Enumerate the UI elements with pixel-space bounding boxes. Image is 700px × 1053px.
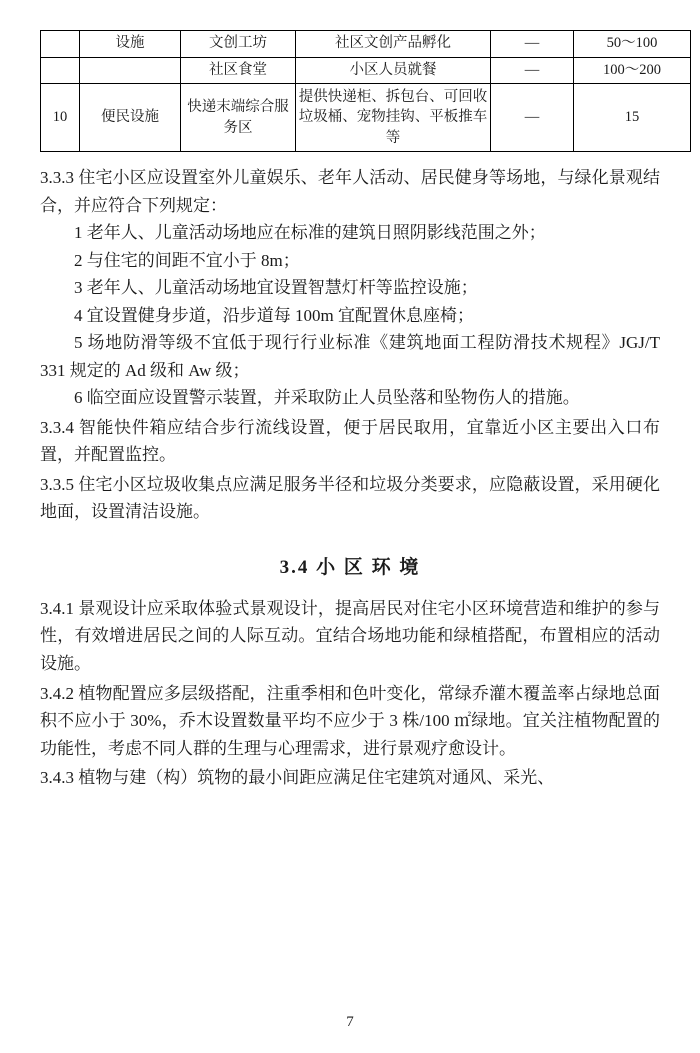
cell-unit: —	[491, 57, 574, 84]
cell-function: 小区人员就餐	[296, 57, 491, 84]
clause-3-4-1: 3.4.1 景观设计应采取体验式景观设计，提高居民对住宅小区环境营造和维护的参与性，有效增进居民之间的人际互动。宜结合场地功能和绿植搭配，布置相应的活动设施。	[40, 598, 660, 673]
clause-3-3-3-item-5: 5 场地防滑等级不宜低于现行行业标准《建筑地面工程防滑技术规程》JGJ/T 331 规定的 Ad 级和 Aw 级；	[40, 333, 660, 380]
table-row	[41, 31, 691, 58]
cell-unit: —	[491, 31, 574, 58]
cell-name: 文创工坊	[181, 31, 296, 58]
table-row	[41, 84, 691, 152]
cell-value: 15	[574, 84, 691, 152]
cell-function: 社区文创产品孵化	[296, 31, 491, 58]
clause-3-3-3-item-3: 3 老年人、儿童活动场地宜设置智慧灯杆等监控设施；	[74, 278, 478, 298]
cell-name: 社区食堂	[181, 57, 296, 84]
table-row	[41, 57, 691, 84]
cell-unit: —	[491, 84, 574, 152]
page-number: 7	[346, 1014, 354, 1030]
clause-3-3-3-item-6: 6 临空面应设置警示装置，并采取防止人员坠落和坠物伤人的措施。	[74, 388, 580, 408]
clause-3-3-3-item-2: 2 与住宅的间距不宜小于 8m；	[74, 250, 300, 270]
cell-category: 设施	[80, 31, 181, 58]
cell-category: 便民设施	[80, 84, 181, 152]
clause-3-4-3: 3.4.3 植物与建（构）筑物的最小间距应满足住宅建筑对通风、采光、	[40, 768, 555, 788]
cell-value: 100～200	[574, 57, 691, 84]
clause-3-3-3: 3.3.3 住宅小区应设置室外儿童娱乐、老年人活动、居民健身等场地，与绿化景观结合，并应符合下列规定：	[40, 168, 660, 215]
clause-3-3-3-item-1: 1 老年人、儿童活动场地应在标准的建筑日照阴影线范围之外；	[74, 223, 546, 243]
clause-3-3-4: 3.3.4 智能快件箱应结合步行流线设置，便于居民取用，宜靠近小区主要出入口布置，并配置监控。	[40, 417, 660, 465]
cell-value: 50～100	[574, 31, 691, 58]
cell-name: 快递末端综合服务区	[181, 84, 296, 152]
cell-no: 10	[41, 84, 80, 152]
cell-category	[80, 57, 181, 84]
cell-no	[41, 31, 80, 58]
clause-3-4-2: 3.4.2 植物配置应多层级搭配，注重季相和色叶变化，常绿乔灌木覆盖率占绿地总面积不应小于 30%，乔木设置数量平均不应少于 3 株/100 ㎡绿地。宜关注植物配置的功能性，考虑不同人群的生理与心理需求，进行景观疗愈设计。	[40, 683, 660, 758]
clause-3-3-3-item-4: 4 宜设置健身步道，沿步道每 100m 宜配置休息座椅；	[74, 305, 474, 325]
cell-function: 提供快递柜、拆包台、可回收垃圾桶、宠物挂钩、平板推车等	[296, 84, 491, 152]
page-content	[40, 30, 660, 792]
cell-no	[41, 57, 80, 84]
section-title-3-4: 3.4 小 区 环 境	[279, 556, 421, 578]
facility-spec-table	[40, 30, 691, 152]
clause-3-3-5: 3.3.5 住宅小区垃圾收集点应满足服务半径和垃圾分类要求，应隐蔽设置，采用硬化地面，设置清洁设施。	[40, 474, 660, 522]
